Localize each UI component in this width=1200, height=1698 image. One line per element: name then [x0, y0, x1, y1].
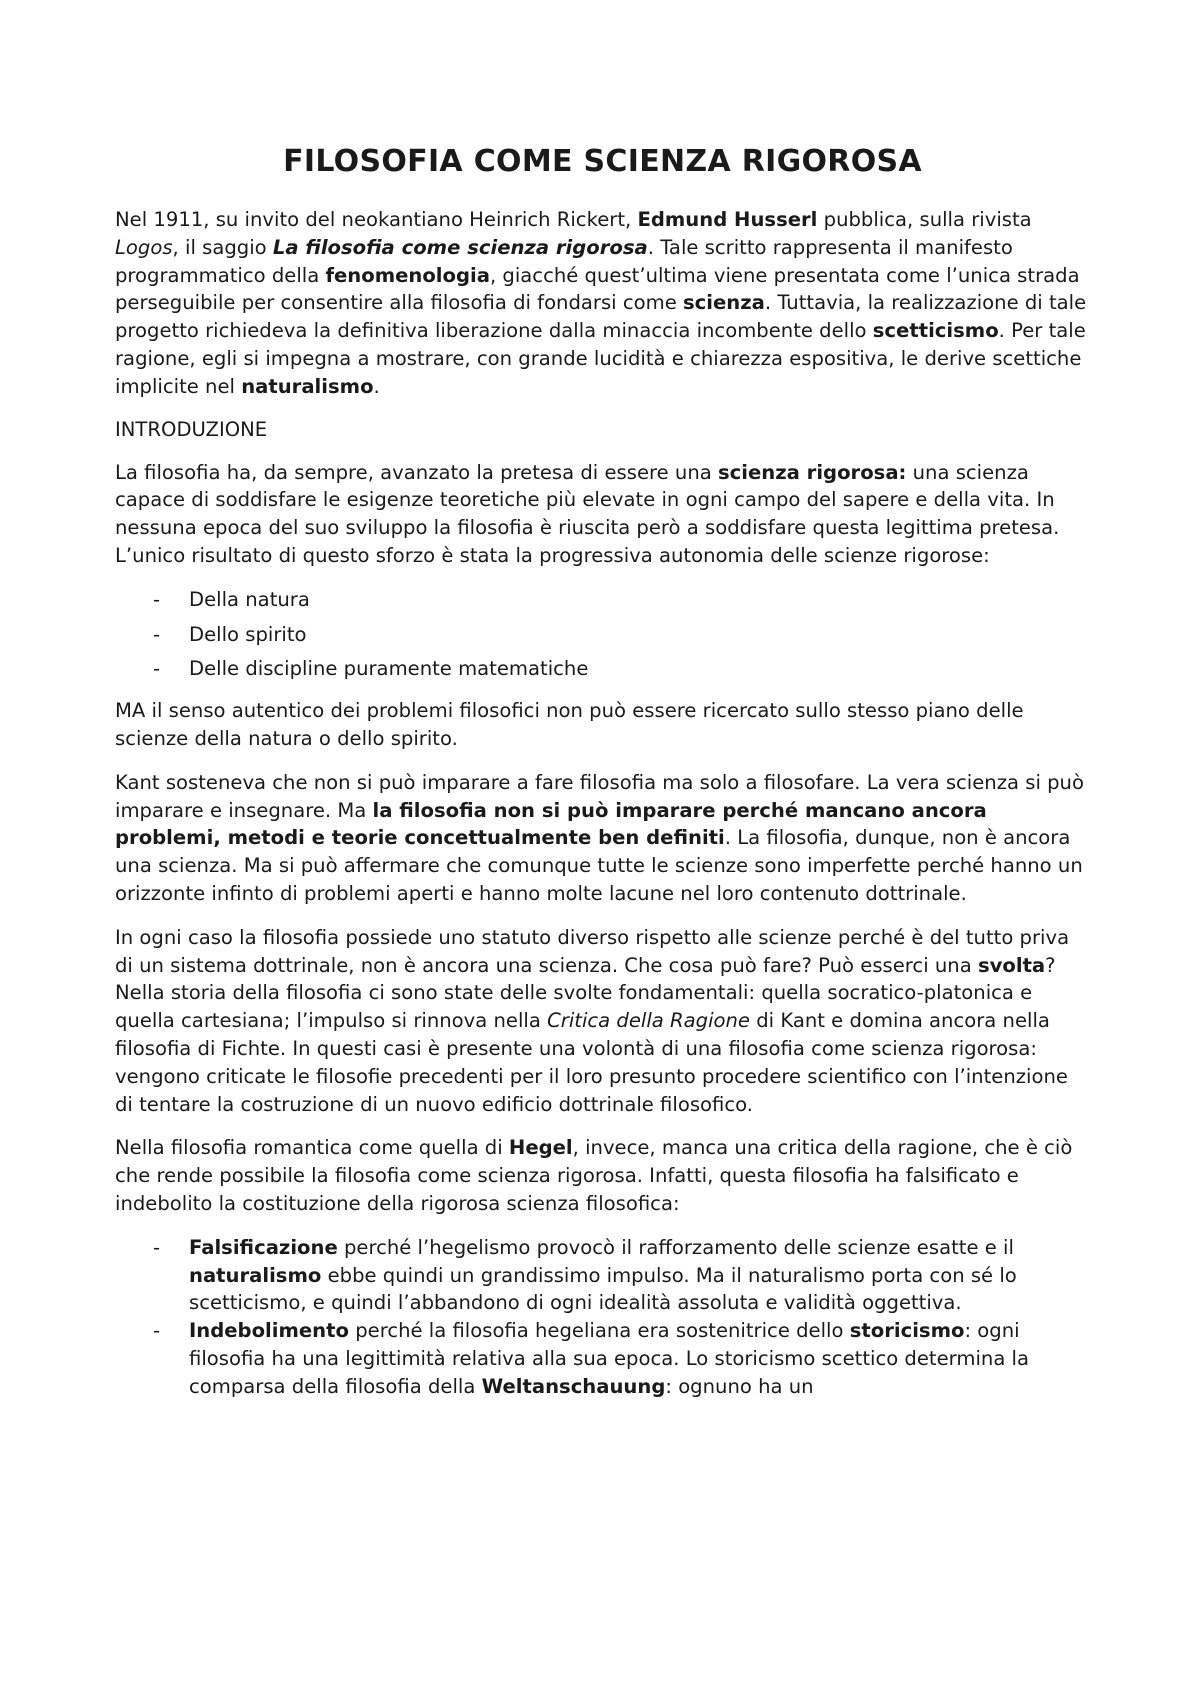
- intro-text-7: . Per tale ragione, egli si impegna a mostrare, con grande lucidità e chiarezza espositiva, le derive scettiche implicite nel: [115, 319, 1086, 398]
- intro-paragraph: [115, 206, 1090, 401]
- p4-text-3: di Kant e domina ancora nella filosofia di Fichte. In questi casi è presente una volontà di una filosofia come scienza rigorosa: vengono criticate le filosofie precedenti per il loro presunto procedere scientifico con l’intenzione di tentare la costruzione di un nuovo edificio dottrinale filosofico.: [115, 1009, 1068, 1116]
- item1-bold-falsificazione: Falsificazione: [189, 1235, 338, 1259]
- intro-text-1: Nel 1911, su invito del neokantiano Heinrich Rickert,: [115, 208, 638, 231]
- intro-bold-scienza: scienza: [683, 291, 765, 315]
- intro-text-8: .: [373, 374, 380, 398]
- item2-bold-storicismo: storicismo: [849, 1319, 965, 1343]
- list-item-text: Dello spirito: [189, 622, 307, 646]
- intro-bold-husserl: Edmund Husserl: [637, 208, 818, 231]
- dash-bullet: -: [153, 1235, 161, 1259]
- intro-text-2: pubblica, sulla rivista: [817, 208, 1032, 231]
- paragraph-5: [115, 1134, 1090, 1217]
- list-item-indebolimento: [115, 1317, 1090, 1400]
- item1-bold-naturalismo: naturalismo: [189, 1263, 322, 1287]
- p4-bold-svolta: svolta: [977, 953, 1046, 977]
- p1-text-1: La filosofia ha, da sempre, avanzato la pretesa di essere una: [115, 460, 718, 484]
- p4-italic-critica: Critica della Ragione: [547, 1009, 750, 1033]
- intro-text-5: , giacché quest’ultima viene presentata come l’unica strada perseguibile per consentire alla filosofia di fondarsi come: [115, 263, 1080, 315]
- item1-text-2: ebbe quindi un grandissimo impulso. Ma il naturalismo porta con sé lo scetticismo, e quindi l’abbandono di ogni idealità assoluta e validità oggettiva.: [189, 1263, 1017, 1315]
- section-heading: INTRODUZIONE: [115, 417, 268, 441]
- dash-bullet: -: [153, 1319, 161, 1343]
- document-title: FILOSOFIA COME SCIENZA RIGOROSA: [283, 144, 922, 179]
- list-item-text: Della natura: [189, 587, 310, 611]
- p5-bold-hegel: Hegel: [508, 1136, 573, 1160]
- list-falsificazione-indebolimento: [115, 1234, 1090, 1401]
- list-item: [115, 655, 1090, 683]
- intro-text-6: . Tuttavia, la realizzazione di tale progetto richiedeva la definitiva liberazione dalla minaccia incombente dello: [115, 291, 1087, 343]
- item2-text-1: perché la filosofia hegeliana era sostenitrice dello: [348, 1319, 850, 1343]
- p5-text-2: , invece, manca una critica della ragione, che è ciò che rende possibile la filosofia come scienza rigorosa. Infatti, questa filosofia ha falsificato e indebolito la costituzione della rigorosa scienza filosofica:: [115, 1136, 1073, 1215]
- paragraph-3: [115, 769, 1090, 908]
- item2-bold-weltanschauung: Weltanschauung: [481, 1374, 666, 1398]
- dash-bullet: -: [153, 657, 161, 681]
- list-item-text: Delle discipline puramente matematiche: [189, 657, 589, 681]
- item2-text-2: : ogni filosofia ha una legittimità relativa alla sua epoca. Lo storicismo scettico determina la comparsa della filosofia della: [189, 1319, 1030, 1398]
- list-item-falsificazione: [115, 1234, 1090, 1317]
- dash-bullet: -: [153, 587, 161, 611]
- list-item: [115, 586, 1090, 614]
- intro-bold-scetticismo: scetticismo: [872, 319, 999, 343]
- paragraph-4: [115, 924, 1090, 1119]
- intro-bold-naturalismo: naturalismo: [241, 374, 374, 398]
- p3-text-1: Kant sosteneva che non si può imparare a fare filosofia ma solo a filosofare. La vera scienza si può imparare e insegnare. Ma: [115, 770, 1084, 822]
- p4-text-1: In ogni caso la filosofia possiede uno statuto diverso rispetto alle scienze perché è del tutto priva di un sistema dottrinale, non è ancora una scienza. Che cosa può fare? Può esserci una: [115, 925, 1070, 977]
- paragraph-2: MA il senso autentico dei problemi filosofici non può essere ricercato sullo stesso piano delle scienze della natura o dello spirito.: [115, 699, 1024, 750]
- p3-bold-statement: la filosofia non si può imparare perché mancano ancora problemi, metodi e teorie concettualmente ben definiti: [115, 798, 987, 850]
- p5-text-1: Nella filosofia romantica come quella di: [115, 1136, 509, 1160]
- paragraph-1: [115, 459, 1090, 570]
- item2-text-3: : ognuno ha un: [665, 1374, 814, 1398]
- p4-text-2: ? Nella storia della filosofia ci sono state delle svolte fondamentali: quella socratico-platonica e quella cartesiana; l’impulso si rinnova nella: [115, 953, 1056, 1033]
- intro-text-3: , il saggio: [172, 235, 273, 259]
- intro-bold-italic-title: La filosofia come scienza rigorosa: [272, 235, 648, 259]
- intro-italic-logos: Logos: [115, 235, 173, 259]
- p1-bold-scienza-rigorosa: scienza rigorosa:: [718, 460, 907, 484]
- item2-bold-indebolimento: Indebolimento: [189, 1319, 349, 1343]
- p1-text-2: una scienza capace di soddisfare le esigenze teoretiche più elevate in ogni campo del sapere e della vita. In nessuna epoca del suo sviluppo la filosofia è riuscita però a soddisfare questa legittima pretesa. L’unico risultato di questo sforzo è stata la progressiva autonomia delle scienze rigorose:: [115, 460, 1060, 567]
- list-scienze: [115, 586, 1090, 683]
- intro-text-4: . Tale scritto rappresenta il manifesto programmatico della: [115, 235, 1013, 287]
- p3-text-2: . La filosofia, dunque, non è ancora una scienza. Ma si può affermare che comunque tutte le scienze sono imperfette perché hanno un orizzonte infinto di problemi aperti e hanno molte lacune nel loro contenuto dottrinale.: [115, 826, 1083, 905]
- list-item: [115, 621, 1090, 649]
- dash-bullet: -: [153, 622, 161, 646]
- item1-text-1: perché l’hegelismo provocò il rafforzamento delle scienze esatte e il: [337, 1235, 1014, 1259]
- intro-bold-fenomenologia: fenomenologia: [325, 263, 490, 287]
